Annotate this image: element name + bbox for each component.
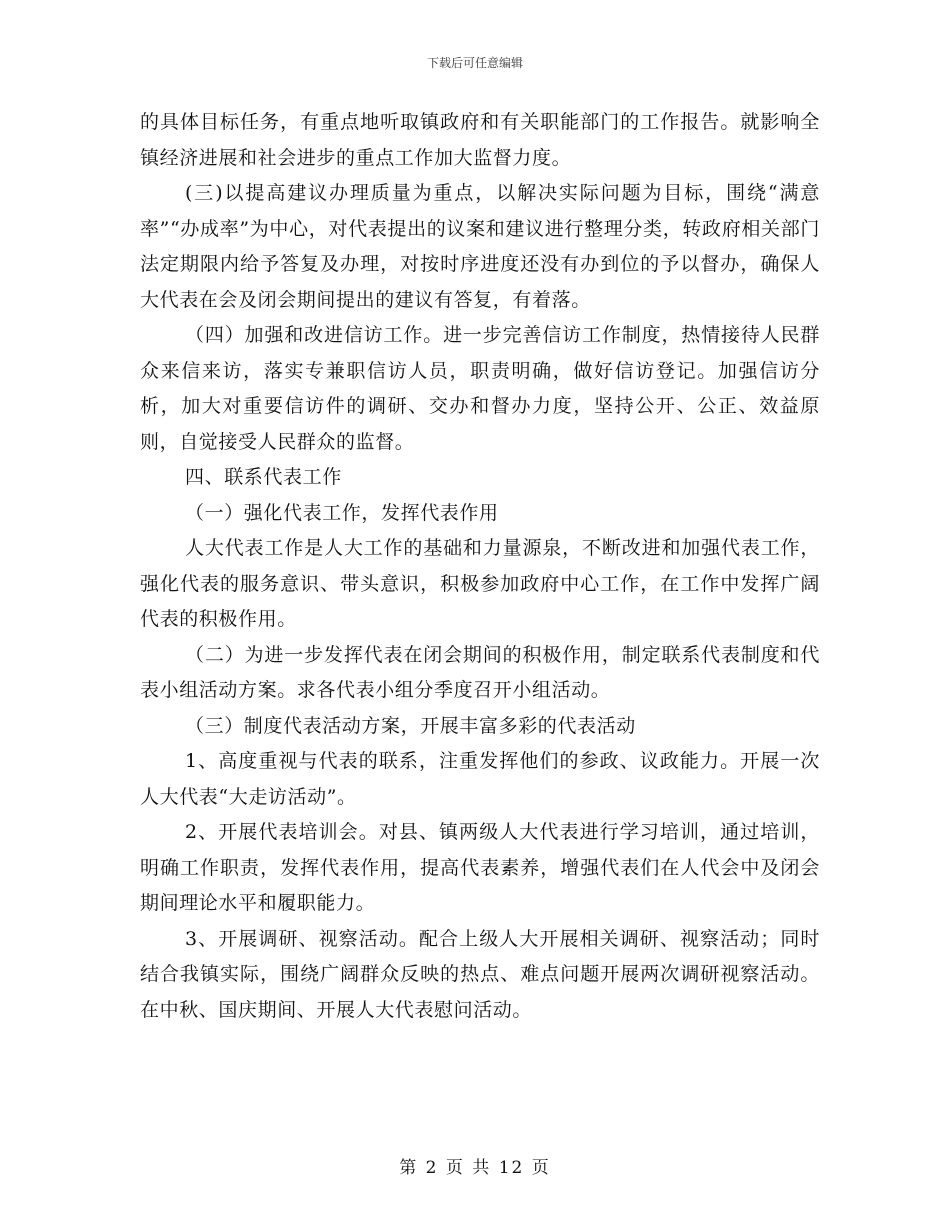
paragraph-1: 的具体目标任务，有重点地听取镇政府和有关职能部门的工作报告。就影响全镇经济进展和社会进步的重点工作加大监督力度。	[140, 111, 820, 169]
paragraph-3: （四）加强和改进信访工作。进一步完善信访工作制度，热情接待人民群众来信来访，落实专兼职信访人员，职责明确，做好信访登记。加强信访分析，加大对重要信访件的调研、交办和督办力度，坚持公开、公正、效益原则，自觉接受人民群众的监督。	[140, 324, 820, 453]
subsection-heading-1: （一）强化代表工作，发挥代表作用	[185, 501, 499, 524]
page-header: 下载后可任意编辑	[426, 56, 523, 70]
paragraph-10: 2、开展代表培训会。对县、镇两级人大代表进行学习培训，通过培训，明确工作职责，发挥代表作用，提高代表素养，增强代表们在人代会中及闭会期间理论水平和履职能力。	[140, 821, 820, 914]
page-number-footer: 第 2 页 共 12 页	[399, 1158, 551, 1178]
paragraph-7: （二）为进一步发挥代表在闭会期间的积极作用，制定联系代表制度和代表小组活动方案。求各代表小组分季度召开小组活动。	[140, 643, 820, 701]
paragraph-11: 3、开展调研、视察活动。配合上级人大开展相关调研、视察活动；同时结合我镇实际，围绕广阔群众反映的热点、难点问题开展两次调研视察活动。在中秋、国庆期间、开展人大代表慰问活动。	[140, 927, 820, 1021]
paragraph-9: 1、高度重视与代表的联系，注重发挥他们的参政、议政能力。开展一次人大代表“大走访活动”。	[140, 750, 820, 808]
paragraph-6: 人大代表工作是人大工作的基础和力量源泉，不断改进和加强代表工作，强化代表的服务意识、带头意识，积极参加政府中心工作，在工作中发挥广阔代表的积极作用。	[140, 537, 820, 630]
paragraph-2: (三)以提高建议办理质量为重点，以解决实际问题为目标，围绕“满意率”“办成率”为中心，对代表提出的议案和建议进行整理分类，转政府相关部门法定期限内给予答复及办理，对按时序进度还没有办到位的予以督办，确保人大代表在会及闭会期间提出的建议有答复，有着落。	[140, 182, 820, 311]
section-heading-4: 四、联系代表工作	[185, 466, 342, 488]
subsection-heading-3: （三）制度代表活动方案，开展丰富多彩的代表活动	[185, 714, 636, 737]
document-body	[140, 105, 820, 1028]
